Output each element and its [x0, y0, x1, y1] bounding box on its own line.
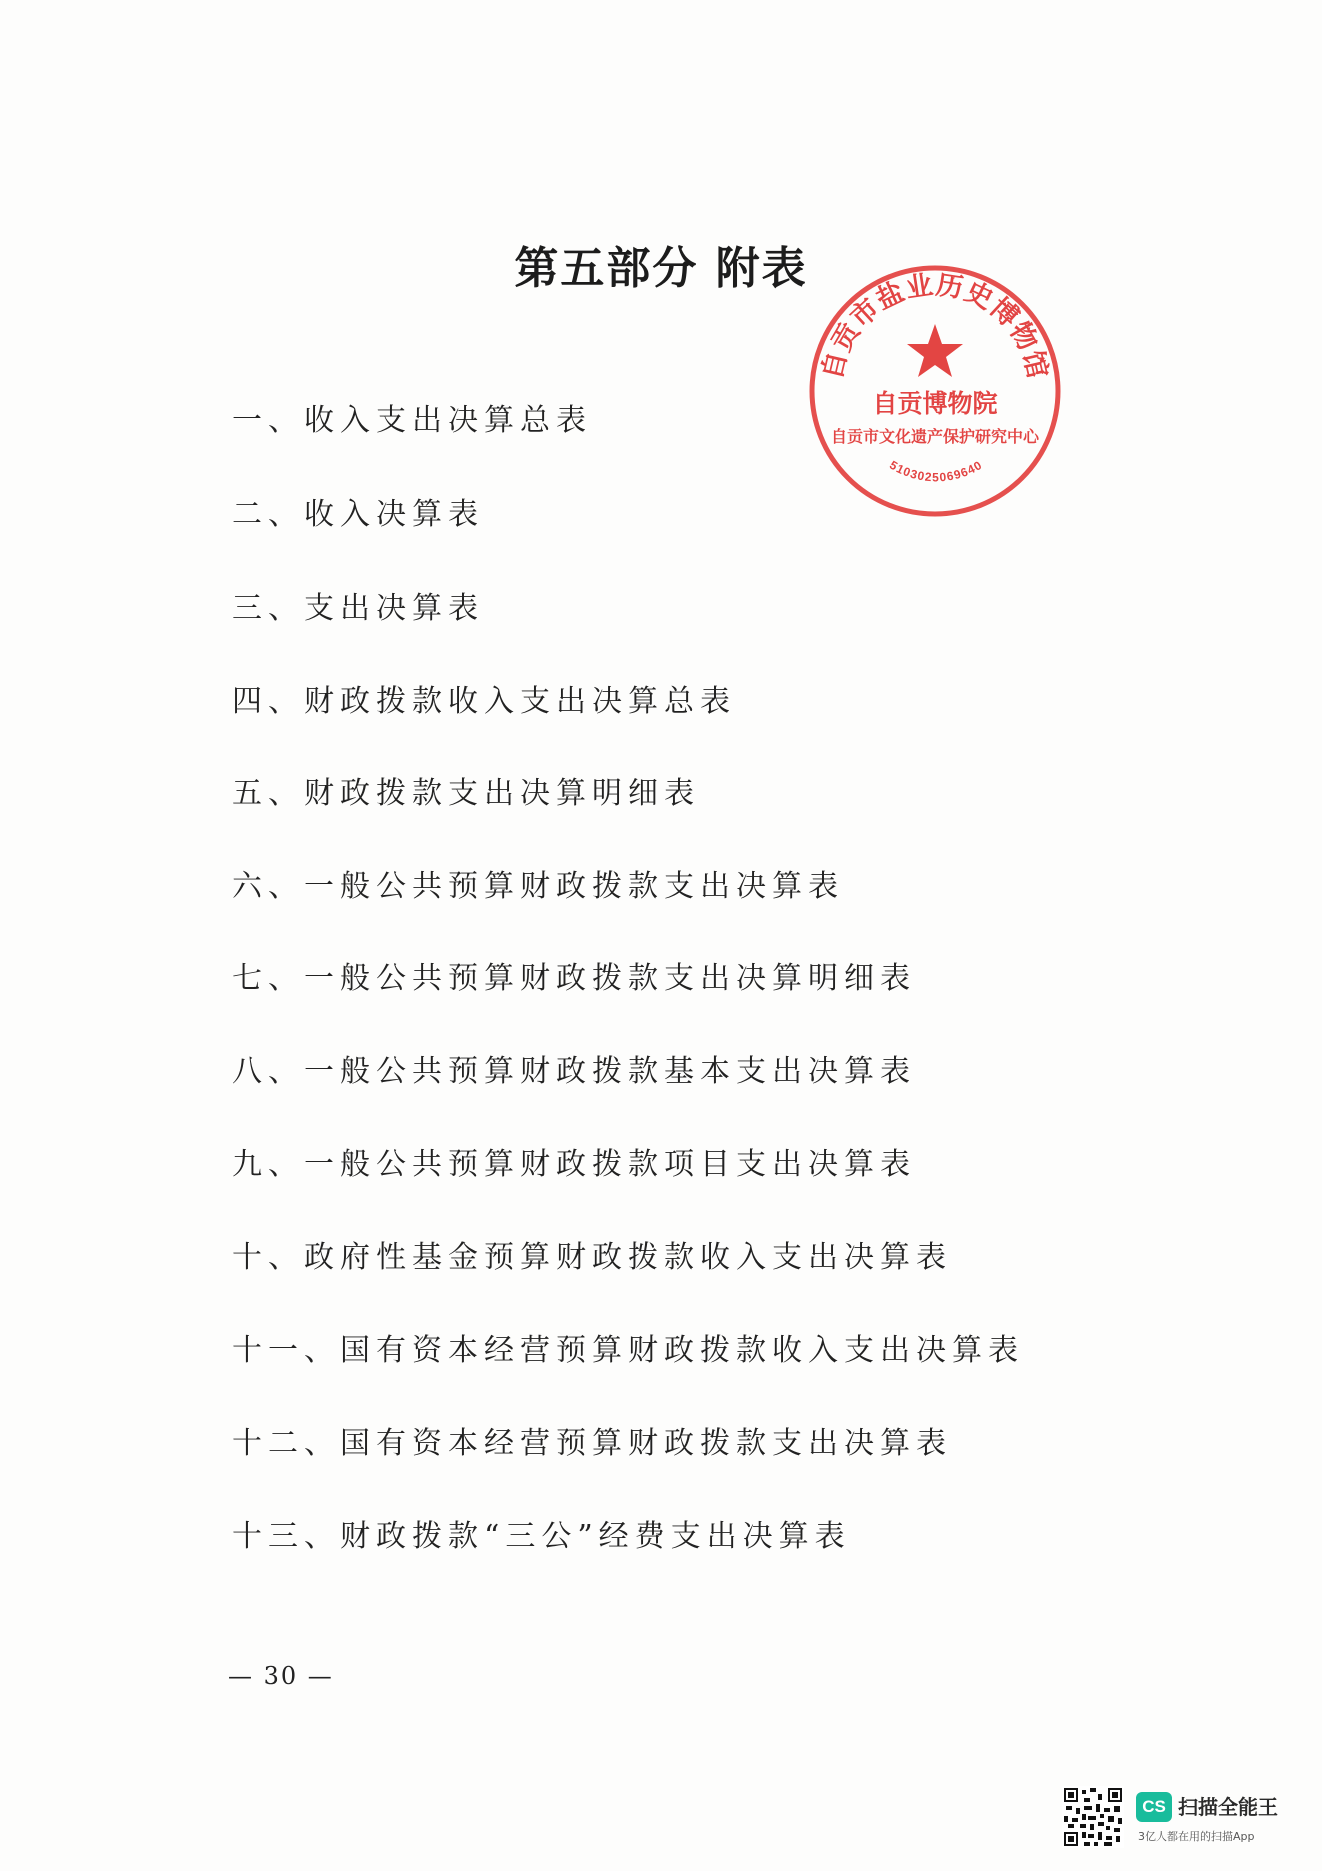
scanner-watermark	[1062, 1786, 1302, 1850]
list-item: 四、财政拨款收入支出决算总表	[232, 684, 736, 719]
app-tagline: 3亿人都在用的扫描App	[1138, 1830, 1255, 1843]
star-icon	[907, 324, 963, 377]
list-item: 十一、国有资本经营预算财政拨款收入支出决算表	[232, 1333, 1024, 1368]
list-item: 七、一般公共预算财政拨款支出决算明细表	[232, 961, 916, 996]
seal-line-2: 自贡市文化遗产保护研究中心	[830, 427, 1040, 446]
page-number: — 30 —	[228, 1662, 334, 1690]
camscanner-logo-icon: CS	[1136, 1792, 1172, 1822]
list-item: 五、财政拨款支出决算明细表	[232, 776, 700, 811]
seal-code: 5103025069640	[887, 457, 985, 485]
page-title: 第五部分 附表	[514, 243, 808, 294]
list-item: 八、一般公共预算财政拨款基本支出决算表	[232, 1054, 916, 1089]
list-item: 十二、国有资本经营预算财政拨款支出决算表	[232, 1426, 952, 1461]
app-name: 扫描全能王	[1178, 1795, 1278, 1819]
qr-code-icon	[1062, 1786, 1124, 1848]
list-item: 六、一般公共预算财政拨款支出决算表	[232, 869, 844, 904]
official-seal	[806, 262, 1064, 520]
list-item: 十三、财政拨款“三公”经费支出决算表	[232, 1519, 851, 1554]
list-item: 一、收入支出决算总表	[232, 403, 592, 438]
list-item: 九、一般公共预算财政拨款项目支出决算表	[232, 1147, 916, 1182]
seal-line-1: 自贡博物院	[872, 389, 998, 418]
list-item: 三、支出决算表	[232, 591, 484, 626]
list-item: 二、收入决算表	[232, 497, 484, 532]
list-item: 十、政府性基金预算财政拨款收入支出决算表	[232, 1240, 952, 1275]
seal-outer-text: 自贡市盐业历史博物馆	[816, 269, 1054, 383]
